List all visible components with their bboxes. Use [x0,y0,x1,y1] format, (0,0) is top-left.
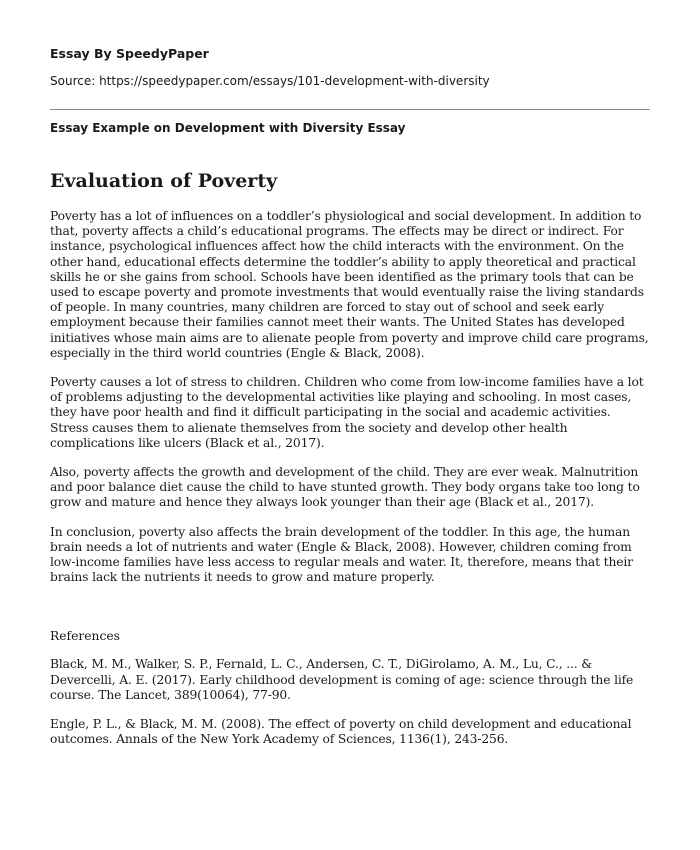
paragraph: In conclusion, poverty also affects the brain development of the toddler. In this age, the human brain needs a lot of nutrients and water (Engle & Black, 2008). However, children coming from low-income families have less access to regular meals and water. It, therefore, means that their brains lack the nutrients it needs to grow and mature properly. [50,524,633,585]
paragraph: Poverty has a lot of influences on a toddler’s physiological and social development. In addition to that, poverty affects a child’s educational programs. The effects may be direct or indirect. For instance, psychological influences affect how the child interacts with the environment. On the other hand, educational effects determine the toddler’s ability to apply theoretical and practical skills he or she gains from school. Schools have been identified as the primary tools that can be used to escape poverty and promote investments that would eventually raise the living standards of people. In many countries, many children are forced to stay out of school and seek early employment because their families cannot meet their wants. The United States has developed initiatives whose main aims are to alienate people from poverty and improve child care programs, especially in the third world countries (Engle & Black, 2008). [50,209,649,360]
article-body [50,170,650,761]
references-heading: References [50,629,120,644]
paragraph: Also, poverty affects the growth and development of the child. They are ever weak. Malnutrition and poor balance diet cause the child to have stunted growth. They body organs take too long to grow and mature and hence they always look younger than their age (Black et al., 2017). [50,465,640,510]
paragraph: Poverty causes a lot of stress to children. Children who come from low-income families have a lot of problems adjusting to the developmental activities like playing and schooling. In most cases, they have poor health and find it difficult participating in the social and academic activities. Stress causes them to alienate themselves from the society and develop other health complications like ulcers (Black et al., 2017). [50,375,644,450]
header-divider [50,109,650,110]
reference-item: Engle, P. L., & Black, M. M. (2008). The effect of poverty on child development and educational outcomes. Annals of the New York Academy of Sciences, 1136(1), 243-256. [50,717,632,747]
site-title: Essay By SpeedyPaper [50,46,209,61]
essay-label: Essay Example on Development with Diversity Essay [50,121,406,135]
source-url: Source: https://speedypaper.com/essays/101-development-with-diversity [50,74,490,88]
reference-item: Black, M. M., Walker, S. P., Fernald, L. C., Andersen, C. T., DiGirolamo, A. M., Lu, C., ... & Devercelli, A. E. (2017). Early childhood development is coming of age: science through the life course. The Lancet, 389(10064), 77-90. [50,657,634,702]
article-heading: Evaluation of Poverty [50,170,278,192]
